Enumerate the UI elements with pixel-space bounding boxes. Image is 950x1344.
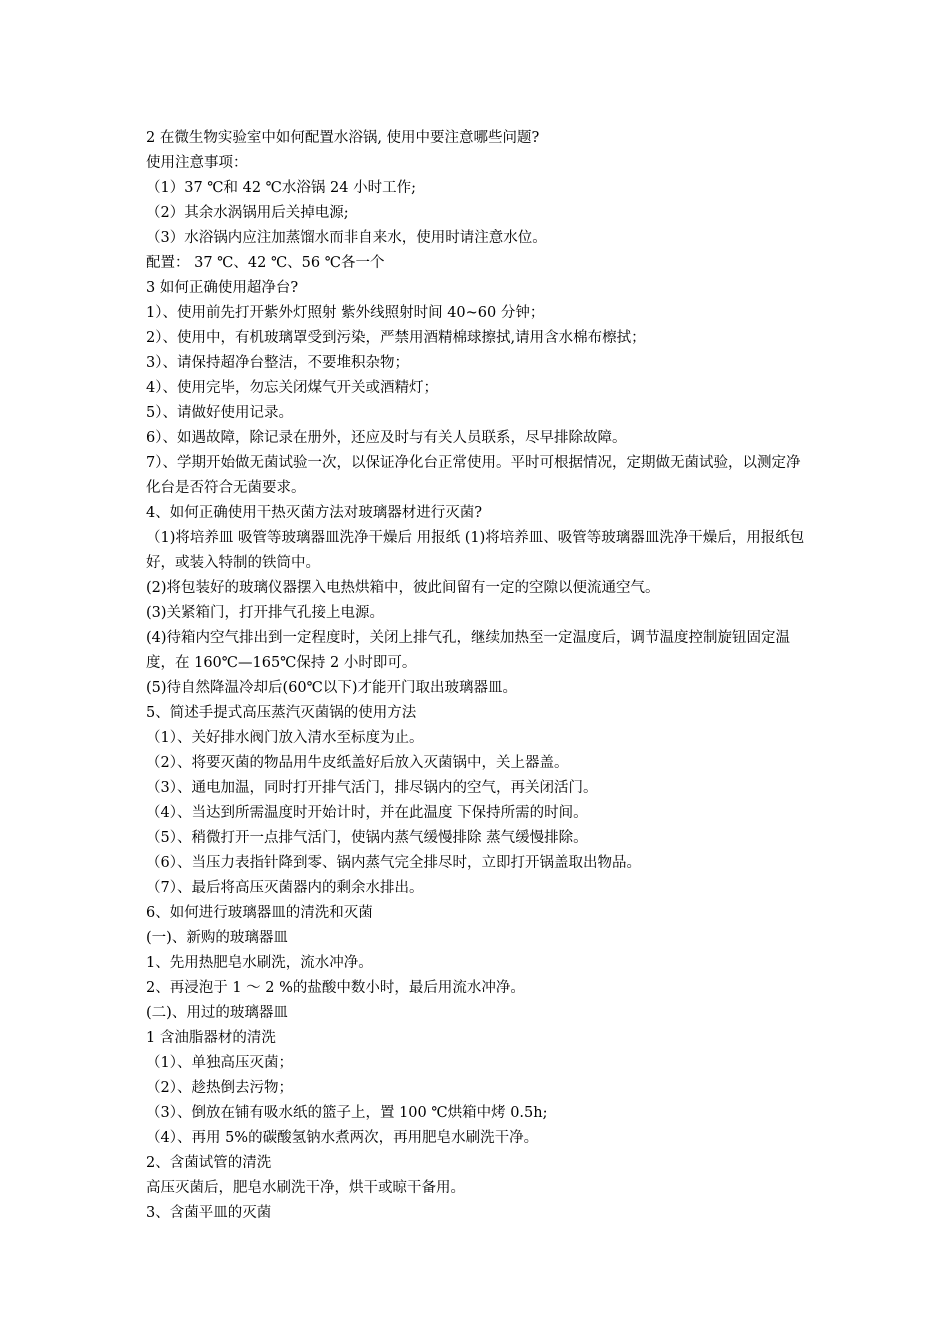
- list-item: （7）、最后将高压灭菌器内的剩余水排出。: [146, 880, 424, 896]
- list-item: 1）、使用前先打开紫外灯照射 紫外线照射时间 40~60 分钟；: [146, 305, 545, 321]
- question-heading: 4、如何正确使用干热灭菌方法对玻璃器材进行灭菌?: [146, 505, 482, 521]
- list-item: （1）37 ℃和 42 ℃水浴锅 24 小时工作;: [146, 180, 416, 196]
- subsection-heading: (一)、新购的玻璃器皿: [146, 930, 288, 946]
- question-heading: 6、如何进行玻璃器皿的清洗和灭菌: [146, 905, 373, 921]
- list-item: （4）、再用 5%的碳酸氢钠水煮两次，再用肥皂水刷洗干净。: [146, 1130, 539, 1146]
- list-item: （3）、倒放在铺有吸水纸的篮子上，置 100 ℃烘箱中烤 0.5h;: [146, 1105, 548, 1121]
- list-item: (4)待箱内空气排出到一定程度时，关闭上排气孔，继续加热至一定温度后，调节温度控制旋钮固定温度，在 160℃—165℃保持 2 小时即可。: [146, 630, 791, 671]
- document-body: [146, 126, 814, 1226]
- list-item: (5)待自然降温冷却后(60℃以下)才能开门取出玻璃器皿。: [146, 680, 518, 696]
- question-heading: 2 在微生物实验室中如何配置水浴锅, 使用中要注意哪些问题?: [146, 130, 540, 146]
- question-heading: 3 如何正确使用超净台?: [146, 280, 299, 296]
- list-item: （3）水浴锅内应注加蒸馏水而非自来水，使用时请注意水位。: [146, 230, 547, 246]
- list-item: （2）其余水涡锅用后关掉电源;: [146, 205, 349, 221]
- list-item: (3)关紧箱门，打开排气孔接上电源。: [146, 605, 385, 621]
- list-item: （2）、趁热倒去污物；: [146, 1080, 293, 1096]
- text-line: 使用注意事项：: [146, 155, 248, 171]
- list-item: （5）、稍微打开一点排气活门，使锅内蒸气缓慢排除 蒸气缓慢排除。: [146, 830, 588, 846]
- subsection-heading: 1 含油脂器材的清洗: [146, 1030, 276, 1046]
- list-item: （1）、关好排水阀门放入清水至标度为止。: [146, 730, 424, 746]
- list-item: （1)将培养皿 吸管等玻璃器皿洗净干燥后 用报纸 (1)将培养皿、吸管等玻璃器皿洗净干燥后，用报纸包好，或装入特制的铁筒中。: [146, 530, 805, 571]
- list-item: 2、再浸泡于 1 ～ 2 %的盐酸中数小时，最后用流水冲净。: [146, 980, 525, 996]
- list-item: （6）、当压力表指针降到零、锅内蒸气完全排尽时，立即打开锅盖取出物品。: [146, 855, 641, 871]
- list-item: （2）、将要灭菌的物品用牛皮纸盖好后放入灭菌锅中，关上器盖。: [146, 755, 569, 771]
- list-item: 3）、请保持超净台整洁，不要堆积杂物；: [146, 355, 409, 371]
- list-item: 6）、如遇故障，除记录在册外，还应及时与有关人员联系，尽早排除故障。: [146, 430, 627, 446]
- subsection-heading: 3、含菌平皿的灭菌: [146, 1205, 272, 1221]
- text-line: 配置： 37 ℃、42 ℃、56 ℃各一个: [146, 255, 385, 271]
- list-item: （1）、单独高压灭菌；: [146, 1055, 293, 1071]
- list-item: 5）、请做好使用记录。: [146, 405, 293, 421]
- list-item: 4）、使用完毕，勿忘关闭煤气开关或酒精灯；: [146, 380, 438, 396]
- list-item: （3）、通电加温，同时打开排气活门，排尽锅内的空气，再关闭活门。: [146, 780, 598, 796]
- list-item: 2）、使用中，有机玻璃罩受到污染，严禁用酒精棉球擦拭,请用含水棉布檫拭；: [146, 330, 646, 346]
- list-item: (2)将包装好的玻璃仪器摆入电热烘箱中，彼此间留有一定的空隙以便流通空气。: [146, 580, 660, 596]
- list-item: 7）、学期开始做无菌试验一次，以保证净化台正常使用。平时可根据情况，定期做无菌试验，以测定净化台是否符合无菌要求。: [146, 455, 801, 496]
- text-line: 高压灭菌后，肥皂水刷洗干净，烘干或晾干备用。: [146, 1180, 465, 1196]
- list-item: （4）、当达到所需温度时开始计时，并在此温度 下保持所需的时间。: [146, 805, 588, 821]
- subsection-heading: (二)、用过的玻璃器皿: [146, 1005, 288, 1021]
- question-heading: 5、简述手提式高压蒸汽灭菌锅的使用方法: [146, 705, 417, 721]
- subsection-heading: 2、含菌试管的清洗: [146, 1155, 272, 1171]
- list-item: 1、先用热肥皂水刷洗，流水冲净。: [146, 955, 373, 971]
